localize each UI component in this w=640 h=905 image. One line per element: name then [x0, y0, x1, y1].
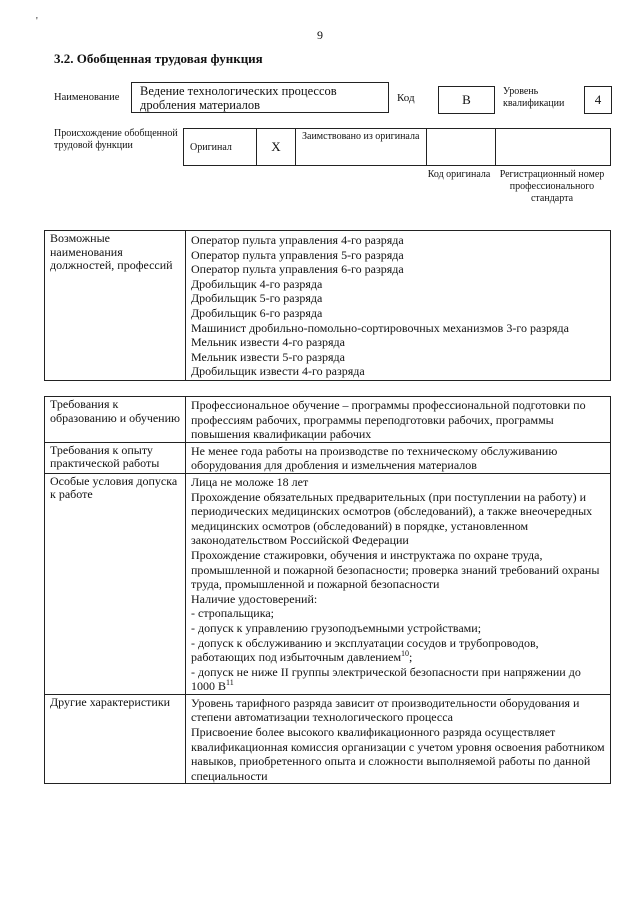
positions-label: Возможные наименования должностей, профессий — [45, 231, 186, 381]
original-mark: X — [257, 129, 296, 166]
condition-line: Прохождение обязательных предварительных (при поступлении на работу) и периодических медицинских осмотров (обследований), а также внеочередных медицинских осмотров (обследований) в порядке, установленном законодательством Российской Федерации — [191, 489, 593, 548]
reg-number-cell — [496, 129, 611, 166]
other-line: Уровень тарифного разряда зависит от производительности оборудования и степени автоматизации технологического процесса — [191, 695, 580, 725]
requirements-table — [44, 396, 611, 784]
origin-label: Происхождение обобщенной трудовой функции — [54, 128, 178, 151]
borrowed-label: Заимствовано из оригинала — [296, 129, 427, 166]
position-item: Машинист дробильно-помольно-сортировочных механизмов 3-го разряда — [191, 320, 569, 335]
position-item: Оператор пульта управления 6-го разряда — [191, 262, 404, 277]
code-label: Код — [397, 92, 415, 104]
condition-line: - допуск к управлению грузоподъемными устройствами; — [191, 620, 482, 635]
condition-line: Наличие удостоверений: — [191, 591, 318, 606]
footnote-ref: 10 — [401, 649, 410, 659]
condition-line-pressure: - допуск к обслуживанию и эксплуатации сосудов и трубопроводов, работающих под избыточным давлением$^{10}$; — [191, 635, 539, 665]
position-item: Мельник извести 5-го разряда — [191, 349, 345, 364]
position-item: Оператор пульта управления 5-го разряда — [191, 247, 404, 262]
corner-mark: ' — [36, 16, 38, 27]
code-original-caption: Код оригинала — [427, 169, 491, 180]
education-value: Профессиональное обучение – программы профессиональной подготовки по профессиям рабочих, программы переподготовки рабочих, программы повышения квалификации рабочих — [186, 397, 611, 443]
conditions-value — [186, 473, 611, 694]
footnote-ref: 11 — [226, 678, 234, 688]
level-label: Уровень квалификации — [503, 86, 565, 109]
education-label: Требования к образованию и обучению — [45, 397, 186, 443]
condition-line: Прохождение стажировки, обучения и инструктажа по охране труда, промышленной и пожарной безопасности; проверка знаний требований охраны труда, промышленной и пожарной безопасности — [191, 547, 600, 592]
position-item: Дробильщик 5-го разряда — [191, 291, 323, 306]
function-name-box: Ведение технологических процессов дробления материалов — [131, 82, 389, 113]
condition-line-voltage: - допуск не ниже II группы электрической безопасности при напряжении до 1000 $В^{11}$ — [191, 664, 581, 694]
conditions-label: Особые условия допуска к работе — [45, 473, 186, 694]
other-label: Другие характеристики — [45, 694, 186, 784]
positions-list — [186, 231, 611, 381]
position-item: Дробильщик извести 4-го разряда — [191, 364, 365, 379]
positions-table — [44, 230, 611, 381]
reg-number-caption: Регистрационный номер профессионального стандарта — [499, 169, 605, 204]
other-line: Присвоение более высокого квалификационного разряда осуществляет квалификационная комиссия организации с учетом уровня освоения работником навыков, приобретенного опыта и сложности выполняемой работы по данной специальности — [191, 725, 605, 783]
experience-value: Не менее года работы на производстве по техническому обслуживанию оборудования для дробления и измельчения материалов — [186, 442, 611, 473]
level-value-box: 4 — [584, 86, 612, 114]
position-item: Мельник извести 4-го разряда — [191, 335, 345, 350]
section-title: 3.2. Обобщенная трудовая функция — [54, 51, 263, 66]
position-item: Оператор пульта управления 4-го разряда — [191, 233, 404, 247]
code-value-box: B — [438, 86, 495, 114]
position-item: Дробильщик 6-го разряда — [191, 305, 323, 320]
code-original-cell — [427, 129, 496, 166]
original-label: Оригинал — [184, 129, 257, 166]
condition-line: Лица не моложе 18 лет — [191, 474, 309, 489]
experience-label: Требования к опыту практической работы — [45, 442, 186, 473]
other-value — [186, 694, 611, 784]
page-number: 9 — [317, 28, 323, 42]
position-item: Дробильщик 4-го разряда — [191, 276, 323, 291]
origin-table — [183, 128, 611, 166]
name-label: Наименование — [54, 92, 120, 103]
condition-line: - стропальщика; — [191, 606, 274, 621]
